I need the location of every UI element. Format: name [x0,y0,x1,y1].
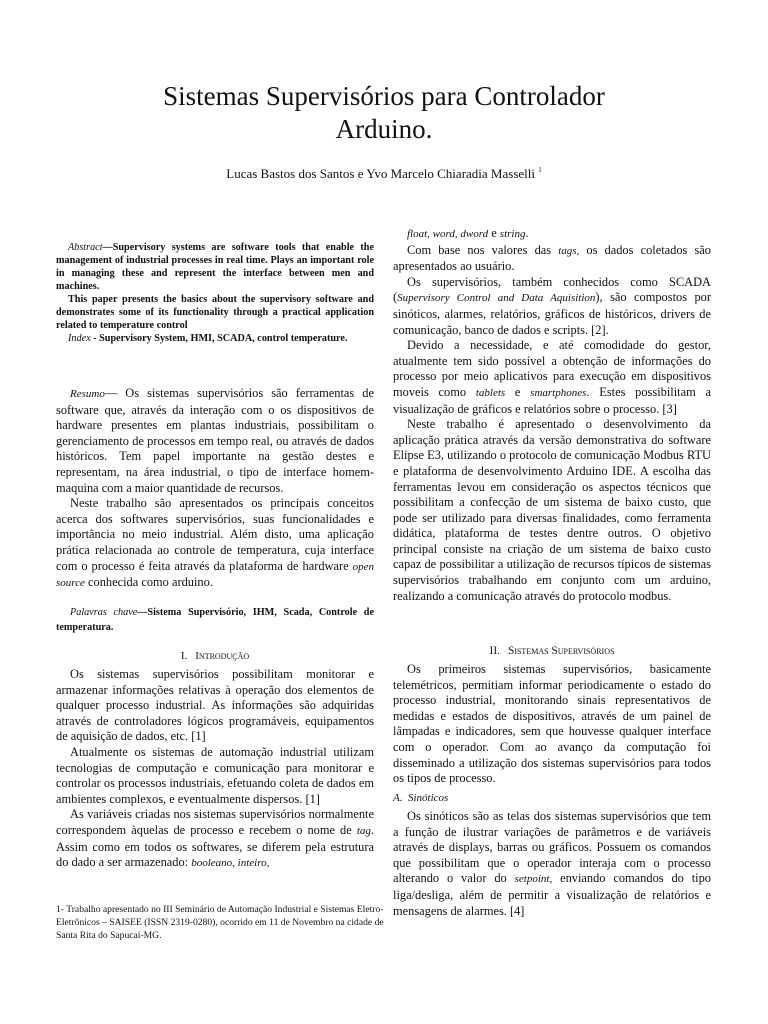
right-text-3-italic-2: smartphones [530,386,587,399]
right-paragraph-3 [393,338,711,417]
subsection-a-paragraph-1 [393,809,711,919]
resumo [56,386,374,592]
right-text-3a: Devido a necessidade, e até comodidade do gestor, atualmente tem sido possível a obtenção de informações do processo por meio aplicativos para execução em dispositivos moveis como [393,338,711,399]
subsection-a-text-1b: enviando comandos do tipo liga/desliga, além de permitir a visualização de relatórios e mensagens de alarmes. [4] [393,871,711,918]
right-text-2-italic: Supervisory Control and Data Aquisition [397,292,596,305]
index-terms [56,332,374,345]
right-column-top-text [393,226,711,604]
right-text-3b: e [505,384,531,399]
right-text-1b: os dados coletados são apresentados ao usuário. [393,242,711,274]
resumo-label: Resumo [70,388,105,400]
right-text-3c: . Estes possibilitam a visualização de gráficos e relatórios sobre o processo. [3] [393,384,711,416]
subsection-a-number: A. [393,792,403,804]
section-1-paragraph-1: Os sistemas supervisórios possibilitam monitorar e armazenar informações relativas à operação dos elementos de qualquer processo industrial. As informações são adquiridas através de controladores lógicos programáveis, equipamentos de aquisição de dados, etc. [1] [56,667,374,744]
section-2-heading [393,644,711,660]
abstract-text-1: Supervisory systems are software tools that enable the management of industrial processes in real time. Plays an important role in managing these and represent the interface between men and machines. [56,242,374,292]
continuation-italic-2: string [499,228,526,240]
subsection-a-title: Sinóticos [407,792,449,804]
section-2-title: Sistemas Supervisórios [507,645,615,657]
abstract-paragraph-1 [56,241,374,293]
section-1-text-3b: . Assim como em todos os softwares, se diferem pela estrutura do dado a ser armazenado: [56,822,374,870]
author-footnote-mark: 1 [538,166,542,174]
section-1-number: I. [180,650,188,662]
section-1-text-3a: As variáveis criadas nos sistemas supervisórios normalmente correspondem àquelas de processo e recebem o nome de [56,807,374,837]
section-1-heading [56,649,374,665]
section-1-paragraph-3 [56,807,374,871]
abstract [56,241,374,345]
continuation-text: e [488,226,500,240]
section-2-body [393,662,711,787]
keywords-label: Palavras chave [70,607,138,618]
continuation-italic-1: float, word, dword [407,228,489,240]
subsection-a-heading [393,791,711,807]
index-label: Index [68,333,91,344]
abstract-label: Abstract [68,242,103,253]
keywords [56,605,374,635]
right-text-1-italic: tags, [558,244,580,257]
title-line-1: Sistemas Supervisórios para Controlador [163,81,605,111]
author-names: Lucas Bastos dos Santos e Yvo Marcelo Chiaradia Masselli [226,166,535,181]
right-paragraph-1 [393,243,711,275]
subsection-a-text-1-italic: setpoint, [514,873,553,886]
right-text-2a: Os supervisórios, também conhecidos como SCADA ( [393,274,711,305]
section-2-number: II. [489,645,500,657]
resumo-paragraph-1 [56,386,374,496]
section-1-paragraph-2: Atualmente os sistemas de automação industrial utilizam tecnologias de computação e comunicação para monitorar e controlar os processos industriais, efetuando coleta de dados em ambientes complexos, e eventualmente dispersos. [1] [56,744,374,806]
abstract-paragraph-2: This paper presents the basics about the supervisory software and demonstrates some of its functionality through a practical application related to temperature control [56,294,374,331]
resumo-dash: — [104,386,126,400]
continuation-end: . [525,226,529,240]
section-1-body [56,667,374,872]
subsection-a-body [393,809,711,919]
section-1-text-3-italic-2: booleano, inteiro, [191,857,270,870]
author-line [0,166,768,182]
continuation-line [393,226,711,243]
right-text-1a: Com base nos valores das [407,242,559,257]
footnote-text: 1- Trabalho apresentado no III Seminário de Automação Industrial e Sistemas Eletro-Eletrônicos – SAISEE (ISSN 2319-0280), ocorrido em 11 de Novembro na cidade de Santa Rita do Sapucaí-MG. [56,904,384,941]
subsection-a-text-1a: Os sinóticos são as telas dos sistemas supervisórios que tem a função de ilustrar variações de parâmetros e de variáveis através de displays, barras ou gráficos. Possuem os comandos que possibilitam que o operador interaja com o processo alterando o valor do [393,809,711,886]
resumo-paragraph-2 [56,496,374,592]
resumo-text-2b: conhecida como arduino. [84,575,213,590]
keywords-text: Sistema Supervisório, IHM, Scada, Controle de temperatura. [56,607,374,633]
resumo-text-2a: Neste trabalho são apresentados os principais conceitos acerca dos softwares supervisórios, suas funcionalidades e importância no meio industrial. Além disto, uma aplicação prática relacionada ao controle de temperatura, cuja interface com o processo é feita através da plataforma de hardware [56,496,374,573]
section-1-title: Introdução [195,650,250,662]
footnote [56,903,386,942]
resumo-text-2-italic: open source [56,560,374,590]
paper-title [0,80,768,146]
right-text-3-italic-1: tablets [475,386,506,399]
index-text: - Supervisory System, HMI, SCADA, control temperature. [90,333,348,344]
title-line-2: Arduino. [335,114,433,144]
right-paragraph-4: Neste trabalho é apresentado o desenvolvimento da aplicação prática através da versão demonstrativa do software Elipse E3, utilizando o protocolo de comunicação Modbus RTU e plataforma de desenvolvimento Arduino IDE. A escolha das ferramentas levou em consideração os aspectos técnicos que possibilitam a confecção de um sistema de baixo custo, que pode ser utilizado para diversas finalidades, como ferramenta didática, plataforma de testes dentre outros. O objetivo principal consiste na criação de um sistema de baixo custo capaz de possibilitar a utilização de recursos típicos de sistemas supervisórios trabalhando em conjunto com um arduino, realizando a comunicação através do protocolo modbus. [393,417,711,603]
right-text-2b: ), são compostos por sinóticos, alarmes, relatórios, gráficos de históricos, drivers de comunicação, banco de dados e scripts. [2]. [393,290,711,337]
keywords-paragraph [56,605,374,635]
section-2-paragraph-1: Os primeiros sistemas supervisórios, basicamente telemétricos, permitiam informar periodicamente o estado do processo industrial, monitorando sinais representativos de medidas e estados de dispositivos, através de um painel de lâmpadas e indicadores, sem que houvesse qualquer interface com o operador. Com ao avanço da computação foi disseminado a utilização dos sistemas supervisórios para todos os tipos de processo. [393,662,711,786]
resumo-text-1: Os sistemas supervisórios são ferramentas de software que, através da interação com o os dispositivos de hardware presentes em plantas industriais, possibilitam o gerenciamento de processos em tempo real, ou através de dados históricos. Tem papel importante na gestão destes e representam, na área industrial, o tipo de interface homem-maquina com a maior quantidade de recursos. [56,386,374,495]
keywords-dash: — [137,607,148,618]
right-paragraph-2 [393,275,711,338]
section-1-text-3-italic-1: tag [356,824,371,837]
abstract-dash: — [102,242,113,253]
